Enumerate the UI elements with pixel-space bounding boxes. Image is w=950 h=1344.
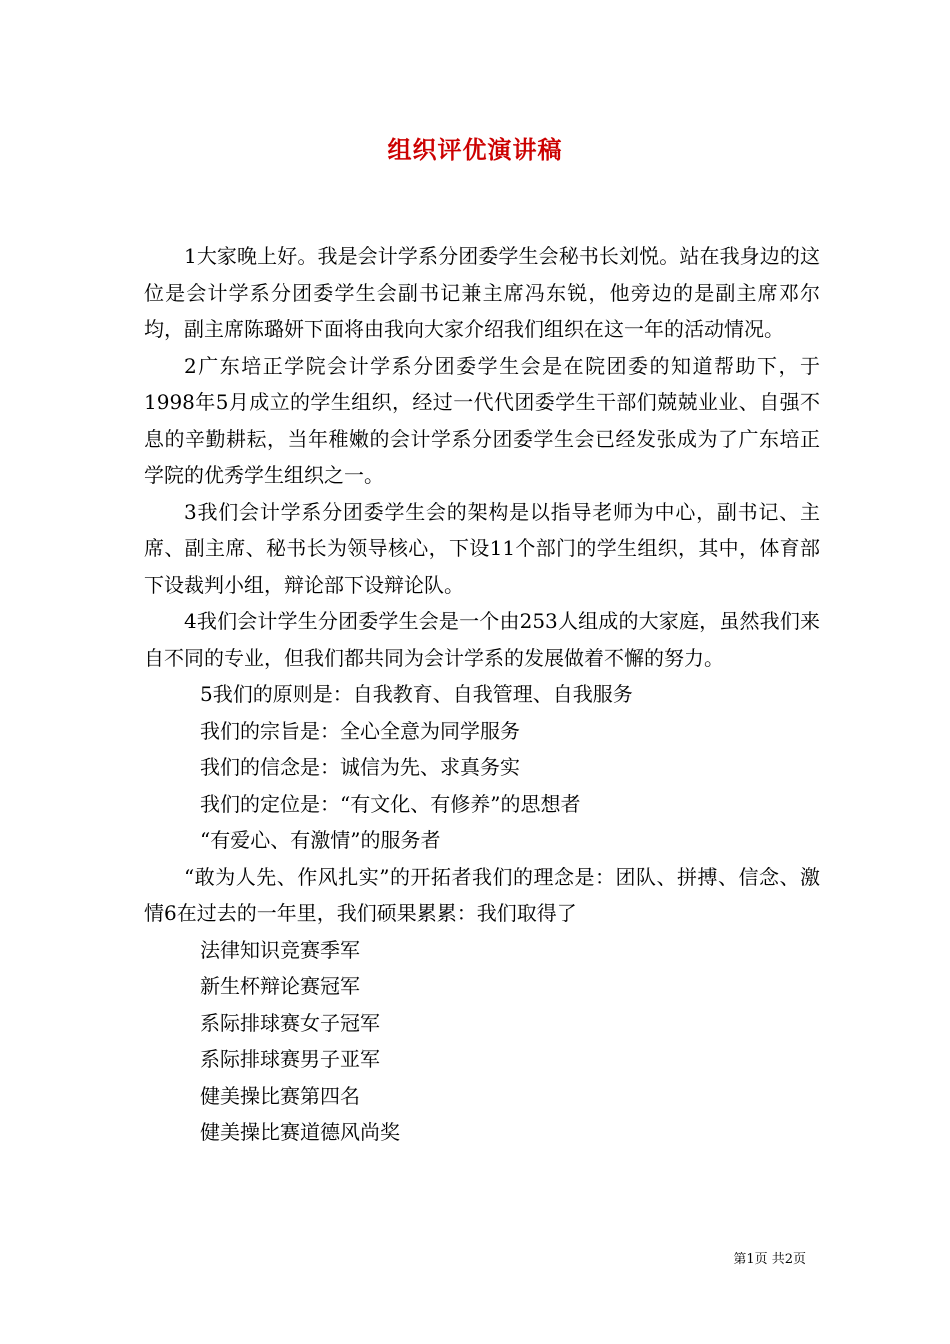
paragraph-3: 3我们会计学系分团委学生会的架构是以指导老师为中心，副书记、主席、副主席、秘书长为领导核心，下设11个部门的学生组织，其中，体育部下设裁判小组，辩论部下设辩论队。: [144, 499, 820, 597]
principle-line: 我们的信念是：诚信为先、求真务实: [200, 755, 520, 779]
document-title: 组织评优演讲稿: [387, 135, 563, 164]
achievement-item: 系际排球赛女子冠军: [200, 1010, 380, 1035]
principle-line: 5我们的原则是：自我教育、自我管理、自我服务: [200, 682, 633, 706]
page-number-footer: 第1页 共2页: [733, 1252, 806, 1267]
principle-line: 我们的宗旨是：全心全意为同学服务: [200, 718, 520, 743]
principle-line: “有爱心、有激情”的服务者: [200, 828, 441, 852]
paragraph-1: 1大家晚上好。我是会计学系分团委学生会秘书长刘悦。站在我身边的这位是会计学系分团委学生会副书记兼主席冯东锐，他旁边的是副主席邓尔均，副主席陈璐妍下面将由我向大家介绍我们组织在这一年的活动情况。: [144, 244, 820, 341]
principle-line: 我们的定位是：“有文化、有修养”的思想者: [200, 791, 581, 816]
achievement-item: 新生杯辩论赛冠军: [200, 974, 360, 998]
achievement-item: 法律知识竞赛季军: [200, 937, 360, 962]
document-body: [144, 238, 820, 1151]
closing-paragraph: “敢为人先、作风扎实”的开拓者我们的理念是：团队、拼搏、信念、激情6在过去的一年里，我们硕果累累：我们取得了: [144, 864, 820, 925]
achievement-item: 系际排球赛男子亚军: [200, 1047, 380, 1071]
achievement-item: 健美操比赛第四名: [200, 1083, 360, 1108]
paragraph-4: 4我们会计学生分团委学生会是一个由253人组成的大家庭，虽然我们来自不同的专业，但我们都共同为会计学系的发展做着不懈的努力。: [144, 609, 820, 670]
paragraph-2: 2广东培正学院会计学系分团委学生会是在院团委的知道帮助下，于1998年5月成立的学生组织，经过一代代团委学生干部们兢兢业业、自强不息的辛勤耕耘，当年稚嫩的会计学系分团委学生会已经发张成为了广东培正学院的优秀学生组织之一。: [144, 353, 820, 487]
achievement-item: 健美操比赛道德风尚奖: [200, 1120, 400, 1144]
